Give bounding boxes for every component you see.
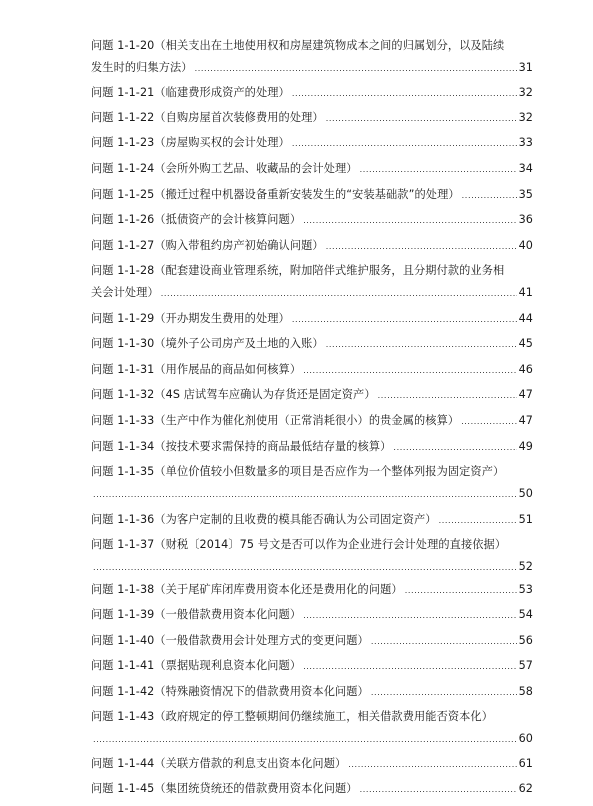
- toc-page-number: 53: [518, 583, 533, 596]
- toc-entry-title: 问题 1-1-35（单位价值较小但数量多的项目是否应作为一个整体列报为固定资产）: [91, 465, 505, 478]
- dot-leader: [93, 729, 517, 751]
- dot-leader: [462, 185, 517, 207]
- toc-entry-title: 问题 1-1-22（自购房屋首次装修费用的处理）: [91, 111, 324, 124]
- toc-entry[interactable]: [91, 509, 533, 532]
- toc-page-number: 31: [518, 61, 533, 74]
- toc-entry-title: 问题 1-1-23（房屋购买权的会计处理）: [91, 136, 290, 149]
- dot-leader: [405, 580, 517, 602]
- dot-leader: [393, 437, 516, 459]
- toc-page-number: 35: [518, 188, 533, 201]
- toc-entry-title: 问题 1-1-25（搬迁过程中机器设备重新安装发生的“安装基础款”的处理）: [91, 188, 460, 201]
- dot-leader: [93, 484, 517, 506]
- toc-entry[interactable]: [91, 384, 533, 407]
- toc-page-number: 62: [518, 782, 533, 795]
- toc-entry-title: 问题 1-1-24（会所外购工艺品、收藏品的会计处理）: [91, 162, 358, 175]
- toc-entry-title: 问题 1-1-21（临建费形成资产的处理）: [91, 86, 290, 99]
- toc-entry[interactable]: [91, 778, 533, 801]
- toc-entry[interactable]: [91, 260, 533, 305]
- toc-page-number: 51: [518, 513, 533, 526]
- toc-entry-title: 问题 1-1-30（境外子公司房产及土地的入账）: [91, 337, 324, 350]
- dot-leader: [371, 682, 517, 704]
- toc-entry[interactable]: [91, 579, 533, 602]
- toc-page-number: 46: [518, 363, 533, 376]
- dot-leader: [360, 159, 517, 181]
- dot-leader: [292, 133, 517, 155]
- toc-entry[interactable]: [91, 82, 533, 105]
- toc-entry[interactable]: [91, 630, 533, 653]
- toc-page-number: 32: [518, 111, 533, 124]
- toc-entry-title: 问题 1-1-38（关于尾矿库闭库费用资本化还是费用化的问题）: [91, 583, 403, 596]
- toc-page-number: 52: [518, 560, 533, 573]
- toc-page-number: 34: [518, 162, 533, 175]
- dot-leader: [378, 385, 517, 407]
- toc-page-number: 45: [518, 337, 533, 350]
- toc-entry[interactable]: [91, 436, 533, 459]
- dot-leader: [303, 605, 516, 627]
- toc-entry[interactable]: [91, 107, 533, 130]
- toc-page-number: 41: [518, 286, 533, 299]
- toc-page-number: 44: [518, 312, 533, 325]
- dot-leader: [326, 334, 517, 356]
- toc-entry-title-cont: 关会计处理）: [91, 286, 159, 299]
- toc-page-number: 50: [518, 487, 533, 500]
- toc-page-number: 49: [518, 440, 533, 453]
- toc-page-number: 47: [518, 388, 533, 401]
- dot-leader: [195, 58, 517, 80]
- toc-entry[interactable]: [91, 534, 533, 579]
- toc-page-number: 54: [518, 608, 533, 621]
- dot-leader: [461, 411, 516, 433]
- toc-entry-title: 问题 1-1-32（4S 店试驾车应确认为存货还是固定资产）: [91, 388, 376, 401]
- toc-entry[interactable]: [91, 410, 533, 433]
- toc-page-number: 57: [518, 659, 533, 672]
- toc-page-number: 36: [518, 213, 533, 226]
- toc-entry-title: 问题 1-1-27（购入带租约房产初始确认问题）: [91, 239, 324, 252]
- toc-entry-title: 问题 1-1-36（为客户定制的且收费的模具能否确认为公司固定资产）: [91, 513, 437, 526]
- dot-leader: [93, 557, 517, 579]
- toc-entry-title: 问题 1-1-43（政府规定的停工整顿期间仍继续施工，相关借款费用能否资本化）: [91, 710, 494, 723]
- toc-entry[interactable]: [91, 308, 533, 331]
- dot-leader: [161, 283, 517, 305]
- toc-page-number: 32: [518, 86, 533, 99]
- toc-entry[interactable]: [91, 35, 533, 80]
- toc-entry-title: 问题 1-1-40（一般借款费用会计处理方式的变更问题）: [91, 634, 369, 647]
- dot-leader: [360, 779, 517, 801]
- toc-page-number: 58: [518, 685, 533, 698]
- toc-entry[interactable]: [91, 333, 533, 356]
- dot-leader: [326, 236, 517, 258]
- toc-entry[interactable]: [91, 706, 533, 751]
- dot-leader: [439, 510, 517, 532]
- toc-entry-title: 问题 1-1-37（财税〔2014〕75 号文是否可以作为企业进行会计处理的直接依据）: [91, 538, 507, 551]
- toc-page-number: 56: [518, 634, 533, 647]
- dot-leader: [303, 360, 516, 382]
- toc-page-number: 40: [518, 239, 533, 252]
- dot-leader: [348, 754, 516, 776]
- toc-entry[interactable]: [91, 461, 533, 506]
- toc-entry-title: 问题 1-1-41（票据贴现利息资本化问题）: [91, 659, 302, 672]
- toc-entry[interactable]: [91, 681, 533, 704]
- toc-entry[interactable]: [91, 132, 533, 155]
- toc-page-number: 33: [518, 136, 533, 149]
- toc-entry[interactable]: [91, 158, 533, 181]
- toc-page-number: 60: [518, 732, 533, 745]
- toc-entry[interactable]: [91, 753, 533, 776]
- toc-entry-title: 问题 1-1-28（配套建设商业管理系统，附加陪伴式维护服务，且分期付款的业务相: [91, 264, 505, 277]
- toc-page-number: 47: [518, 414, 533, 427]
- toc-page-number: 61: [518, 757, 533, 770]
- dot-leader: [303, 656, 516, 678]
- toc-entry[interactable]: [91, 184, 533, 207]
- toc-entry-title: 问题 1-1-33（生产中作为催化剂使用（正常消耗很小）的贵金属的核算）: [91, 414, 460, 427]
- toc-entry-title: 问题 1-1-26（抵债资产的会计核算问题）: [91, 213, 302, 226]
- toc-entry-title: 问题 1-1-34（按技术要求需保持的商品最低结存量的核算）: [91, 440, 392, 453]
- dot-leader: [371, 631, 517, 653]
- toc-entry-title: 问题 1-1-20（相关支出在土地使用权和房屋建筑物成本之间的归属划分，以及陆续: [91, 39, 505, 52]
- toc-entry-title: 问题 1-1-42（特殊融资情况下的借款费用资本化问题）: [91, 685, 369, 698]
- toc-entry-title: 问题 1-1-45（集团统贷统还的借款费用资本化问题）: [91, 782, 358, 795]
- toc-entry[interactable]: [91, 655, 533, 678]
- dot-leader: [303, 210, 516, 232]
- dot-leader: [326, 108, 517, 130]
- toc-entry[interactable]: [91, 359, 533, 382]
- dot-leader: [292, 309, 517, 331]
- toc-entry-title: 问题 1-1-39（一般借款费用资本化问题）: [91, 608, 302, 621]
- toc-entry-title: 问题 1-1-44（关联方借款的利息支出资本化问题）: [91, 757, 347, 770]
- toc-entry[interactable]: [91, 604, 533, 627]
- toc-entry-title: 问题 1-1-31（用作展品的商品如何核算）: [91, 363, 302, 376]
- toc-entry-title: 问题 1-1-29（开办期发生费用的处理）: [91, 312, 290, 325]
- toc-entry[interactable]: [91, 235, 533, 258]
- toc-entry-title-cont: 发生时的归集方法）: [91, 61, 193, 74]
- dot-leader: [292, 83, 517, 105]
- toc-entry[interactable]: [91, 209, 533, 232]
